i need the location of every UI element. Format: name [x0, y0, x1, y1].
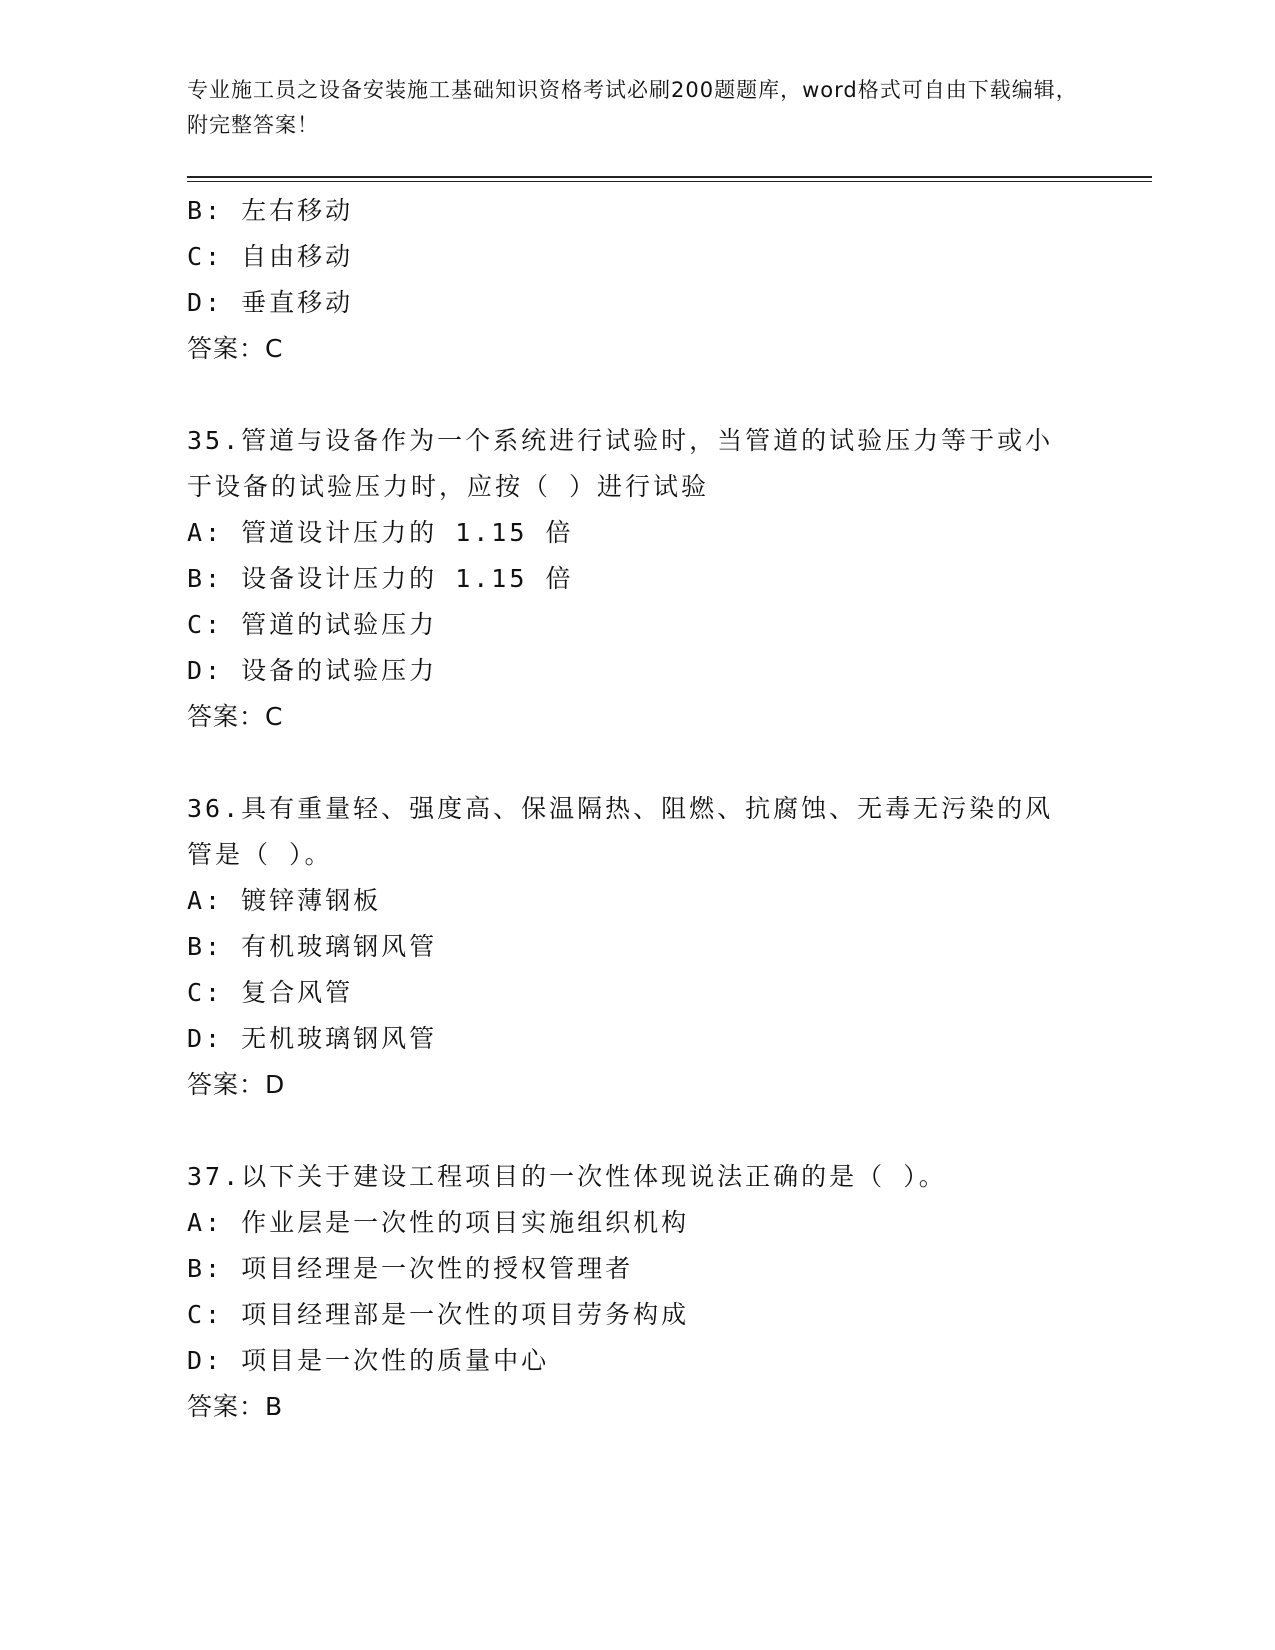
- question-block-37: [187, 1154, 1087, 1430]
- answer-line: 答案：B: [187, 1392, 284, 1421]
- option-b: B: 项目经理是一次性的授权管理者: [187, 1254, 634, 1283]
- option-c: C: 管道的试验压力: [187, 610, 438, 639]
- answer-line: 答案：C: [187, 334, 284, 363]
- option-c: C: 自由移动: [187, 242, 354, 271]
- option-a: A: 管道设计压力的 1.15 倍: [187, 518, 574, 547]
- document-header: 专业施工员之设备安装施工基础知识资格考试必刷200题题库，word格式可自由下载编辑，附完整答案！: [187, 78, 1078, 137]
- answer-line: 答案：C: [187, 702, 284, 731]
- option-c: C: 项目经理部是一次性的项目劳务构成: [187, 1300, 690, 1329]
- option-b: B: 有机玻璃钢风管: [187, 932, 438, 961]
- header-divider-thin: [187, 181, 1152, 182]
- option-a: A: 镀锌薄钢板: [187, 886, 382, 915]
- question-content: [187, 188, 1087, 1430]
- option-b: B: 设备设计压力的 1.15 倍: [187, 564, 574, 593]
- question-block-36: [187, 786, 1087, 1108]
- question-block-34-tail: [187, 188, 1087, 372]
- option-a: A: 作业层是一次性的项目实施组织机构: [187, 1208, 690, 1237]
- question-text: 36.具有重量轻、强度高、保温隔热、阻燃、抗腐蚀、无毒无污染的风管是（ ）。: [187, 794, 1054, 869]
- option-d: D: 垂直移动: [187, 288, 354, 317]
- option-d: D: 设备的试验压力: [187, 656, 438, 685]
- option-b: B: 左右移动: [187, 196, 354, 225]
- answer-line: 答案：D: [187, 1070, 286, 1099]
- question-text: 35.管道与设备作为一个系统进行试验时，当管道的试验压力等于或小于设备的试验压力时，应按（ ）进行试验: [187, 426, 1054, 501]
- question-text: 37.以下关于建设工程项目的一次性体现说法正确的是（ ）。: [187, 1162, 947, 1191]
- question-block-35: [187, 418, 1087, 740]
- option-c: C: 复合风管: [187, 978, 354, 1007]
- header-divider: [187, 176, 1152, 178]
- option-d: D: 无机玻璃钢风管: [187, 1024, 438, 1053]
- option-d: D: 项目是一次性的质量中心: [187, 1346, 550, 1375]
